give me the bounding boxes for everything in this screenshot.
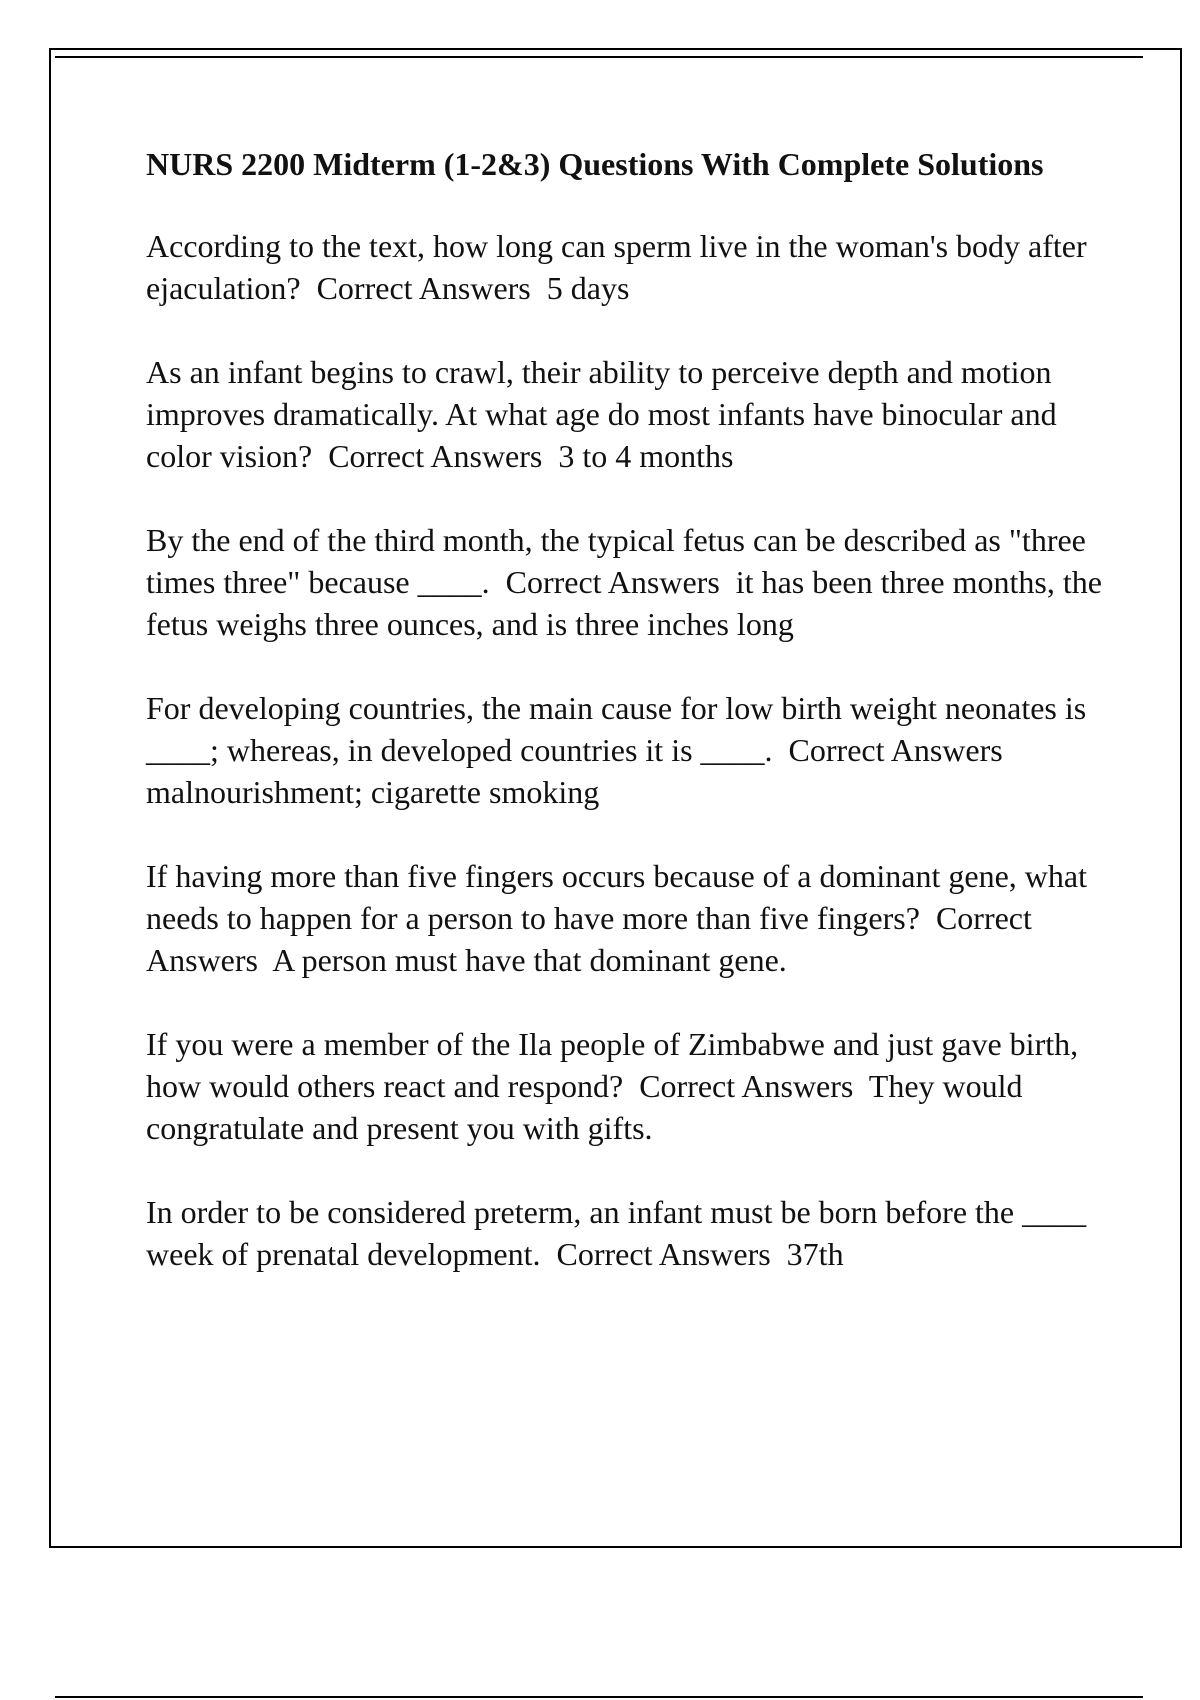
question-answer-item: If you were a member of the Ila people of Zimbabwe and just gave birth, how would others react and respond? Correct Answers They would congratulate and present you with gifts. [146,1026,1087,1146]
question-answer-item: As an infant begins to crawl, their ability to perceive depth and motion improves dramatically. At what age do most infants have binocular and color vision? Correct Answers 3 to 4 months [146,354,1065,474]
document-body [146,143,1110,1317]
question-answer-item: According to the text, how long can sperm live in the woman's body after ejaculation? Correct Answers 5 days [146,228,1095,306]
question-answer-item: In order to be considered preterm, an infant must be born before the ____ week of prenatal development. Correct Answers 37th [146,1194,1095,1272]
question-answer-item: For developing countries, the main cause for low birth weight neonates is ____; whereas, in developed countries it is ____. Correct Answers malnourishment; cigarette smoking [146,690,1095,810]
header-rule [55,56,1143,58]
document-title: NURS 2200 Midterm (1-2&3) Questions With Complete Solutions [146,146,1044,182]
question-answer-item: If having more than five fingers occurs because of a dominant gene, what needs to happen for a person to have more than five fingers? Correct Answers A person must have that dominant gene. [146,858,1095,978]
footer-rule [55,1696,1143,1698]
question-answer-item: By the end of the third month, the typical fetus can be described as "three times three" because ____. Correct Answers it has been three months, the fetus weighs three ounces, and is three inches long [146,522,1110,642]
